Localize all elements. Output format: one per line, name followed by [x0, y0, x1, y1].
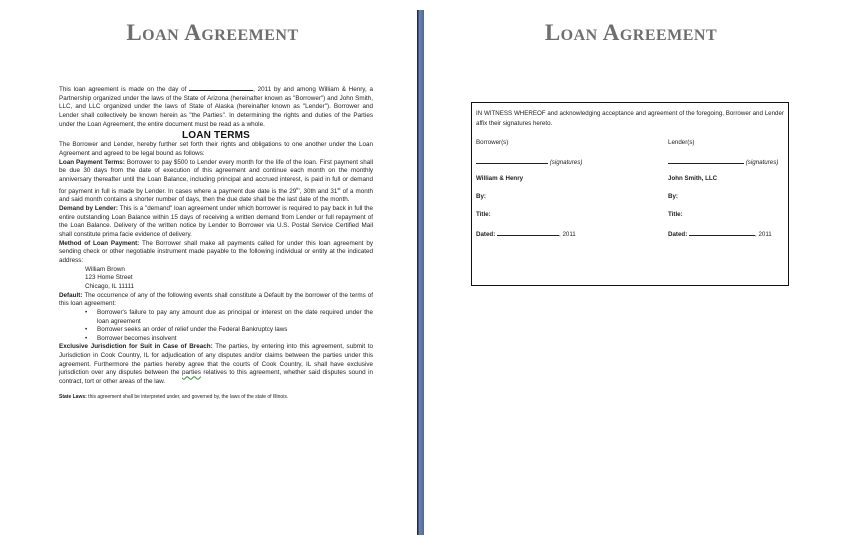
lender-name: John Smith, LLC	[668, 175, 718, 182]
lender-dated-row: Dated: , 2011	[668, 231, 772, 238]
borrower-signature-row: (signatures)	[476, 157, 582, 166]
lender-heading: Lender(s)	[668, 139, 695, 146]
date-blank	[189, 84, 253, 91]
lender-date-line[interactable]	[689, 229, 755, 236]
spellcheck-word: parties	[182, 369, 201, 377]
list-item: • Borrower's failure to pay any amount due as principal or interest on the date required under the loan agreement	[85, 309, 373, 326]
lender-title: Title:	[668, 211, 683, 218]
witness-statement: IN WITNESS WHEREOF and acknowledging acceptance and agreement of the foregoing, Borrower and Lender affix their signatures hereto.	[476, 110, 784, 127]
agreement-body	[59, 84, 373, 401]
page-divider	[417, 10, 424, 535]
borrower-name: William & Henry	[476, 175, 524, 182]
payment-address: William Brown 123 Home Street Chicago, IL 11111	[85, 265, 135, 290]
demand-by-lender: Demand by Lender: This is a "demand" loan agreement under which borrower is required to pay back in full the entire outstanding Loan Balance within 15 days of receiving a written demand from Lender or full repayment of the Loan Balance. Delivery of the written notice by Lender to Borrower via U.S. Postal Service Certified Mail shall constitute prima facie evidence of delivery.	[59, 204, 373, 238]
borrower-signature-line[interactable]	[476, 157, 548, 164]
section-heading: LOAN TERMS	[181, 130, 251, 142]
lender-by: By:	[668, 193, 678, 200]
lender-signature-row: (signatures)	[668, 157, 778, 166]
jurisdiction-clause: Exclusive Jurisdiction for Suit in Case of Breach: The parties, by entering into this agreement, submit to Jurisdiction in Cook Country, IL for adjudication of any disputes and/or claims between the parties under this agreement. Furthermore the parties hereby agree that the courts of Cook Country, IL shall have exclusive jurisdiction over any disputes between the parties relatives to this agreement, whether said disputes sound in contract, tort or other areas of the law.	[59, 343, 374, 386]
borrower-dated-row: Dated: , 2011	[476, 231, 576, 238]
intro-paragraph: This loan agreement is made on the day of , 2011 by and among William & Henry, a Partnership organized under the laws of the State of Arizona (hereinafter known as "Borrower") and John Smith, LLC, and LLC organized under the laws of State of Alaska (hereinafter known as "Lender"). Borrower and Lender shall collectively be known herein as "the Parties". In determining the rights and duties of the Parties under the Loan Agreement, the entire document must be read as a whole.	[59, 86, 373, 128]
default-events-list	[59, 309, 373, 344]
lender-signature-line[interactable]	[668, 157, 744, 164]
borrower-title: Title:	[476, 211, 491, 218]
default-clause: Default: The occurrence of any of the following events shall constitute a Default by the borrower of the terms of this loan agreement:	[59, 291, 373, 308]
borrower-date-line[interactable]	[497, 229, 559, 236]
page-title: Loan Agreement	[126, 20, 299, 45]
loan-payment-terms: Loan Payment Terms: Borrower to pay $500 to Lender every month for the life of the loan. First payment shall be due 30 days from the date of execution of this agreement and continue each month on the monthly anniversary thereafter until the Loan Balance, including principal and accrued interest, is paid in full or demand for payment in full is made by Lender. In cases where a payment due date is the 29th, 30th and 31st of a month and said month contains a shorter number of days, then the due date shall be the last date of the month.	[59, 158, 373, 204]
state-laws-clause: State Laws: this agreement shall be interpreted under, and governed by, the laws of the state of Illinois.	[59, 393, 289, 400]
borrower-heading: Borrower(s)	[476, 139, 509, 146]
left-page	[0, 0, 415, 545]
terms-intro: The Borrower and Lender, hereby further set forth their rights and obligations to one another under the Loan Agreement and agreed to be legal bound as follows:	[59, 141, 373, 157]
list-item: • Borrower seeks an order of relief under the Federal Bankruptcy laws	[85, 326, 373, 335]
page-title: Loan Agreement	[544, 20, 718, 45]
right-page	[426, 0, 842, 545]
borrower-by: By:	[476, 193, 486, 200]
signature-box	[471, 102, 789, 286]
method-of-payment: Method of Loan Payment: The Borrower shall make all payments called for under this loan agreement by sending check or other negotiable instrument made payable to the following individual or entity at the indicated address:	[59, 239, 373, 264]
list-item: • Borrower becomes insolvent	[85, 335, 373, 344]
